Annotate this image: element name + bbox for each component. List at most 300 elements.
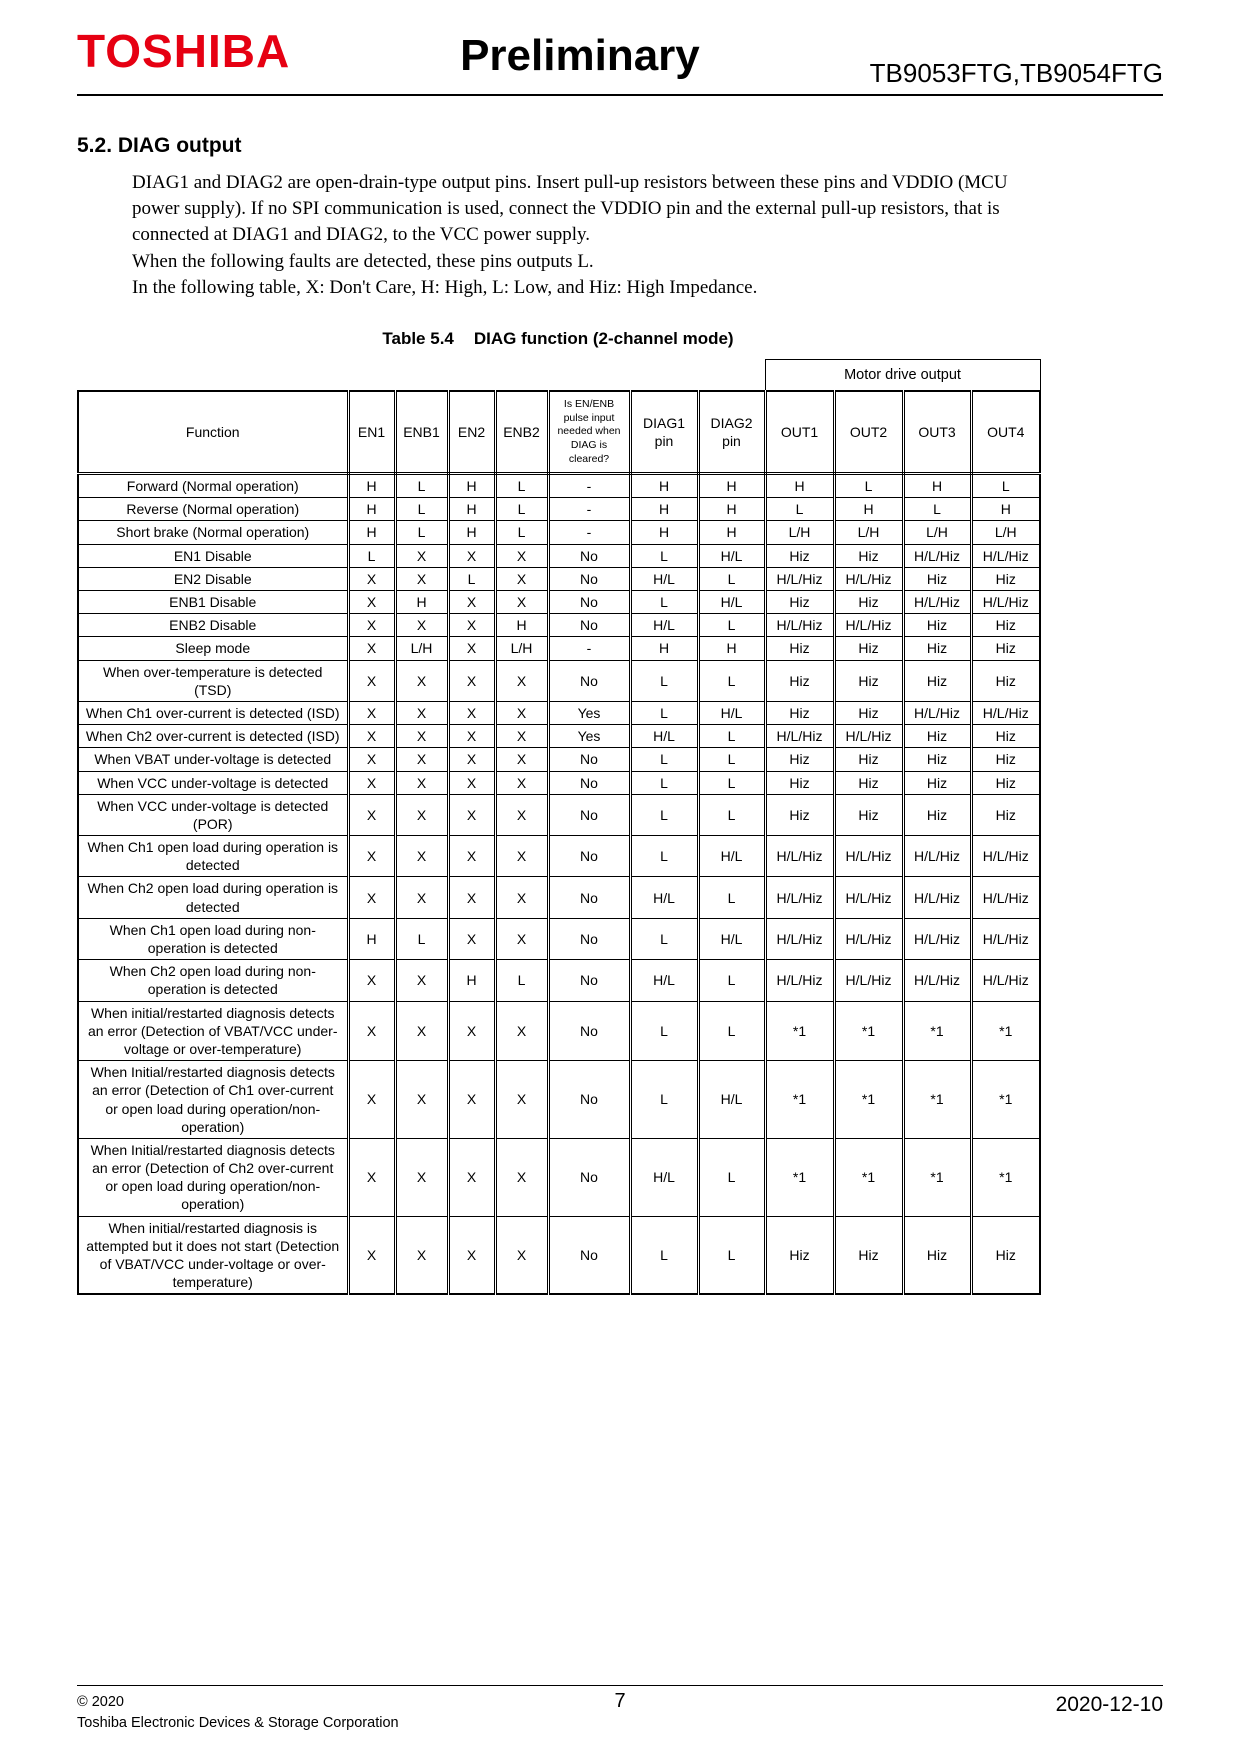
function-cell: When VCC under-voltage is detected (POR): [78, 794, 348, 835]
value-cell: *1: [971, 1001, 1040, 1061]
value-cell: Hiz: [903, 794, 971, 835]
table-row: [78, 591, 1040, 614]
value-cell: Hiz: [834, 794, 903, 835]
value-cell: X: [395, 960, 448, 1001]
value-cell: L: [698, 567, 765, 590]
value-cell: H/L: [698, 701, 765, 724]
value-cell: X: [395, 725, 448, 748]
table-row: [78, 725, 1040, 748]
diag-function-table: [77, 359, 1041, 1295]
value-cell: H/L/Hiz: [903, 960, 971, 1001]
col-enb2: ENB2: [495, 391, 548, 474]
value-cell: X: [395, 1138, 448, 1216]
value-cell: Hiz: [834, 660, 903, 701]
col-diag1-pin: DIAG1 pin: [630, 391, 698, 474]
value-cell: H: [448, 960, 495, 1001]
value-cell: L: [630, 1216, 698, 1294]
value-cell: Hiz: [834, 544, 903, 567]
value-cell: Hiz: [765, 1216, 834, 1294]
value-cell: H/L: [698, 544, 765, 567]
value-cell: Hiz: [834, 701, 903, 724]
value-cell: H/L: [630, 567, 698, 590]
table-row: [78, 918, 1040, 959]
value-cell: H: [834, 498, 903, 521]
value-cell: Hiz: [903, 614, 971, 637]
value-cell: H: [698, 637, 765, 660]
function-cell: When VBAT under-voltage is detected: [78, 748, 348, 771]
value-cell: H/L/Hiz: [903, 701, 971, 724]
value-cell: H/L/Hiz: [903, 877, 971, 918]
value-cell: H/L: [698, 1061, 765, 1139]
function-cell: ENB1 Disable: [78, 591, 348, 614]
value-cell: No: [548, 1138, 630, 1216]
col-out4: OUT4: [971, 391, 1040, 474]
col-enb1: ENB1: [395, 391, 448, 474]
value-cell: L: [630, 701, 698, 724]
function-cell: When initial/restarted diagnosis detects an error (Detection of VBAT/VCC under-voltage or over-temperature): [78, 1001, 348, 1061]
value-cell: *1: [903, 1061, 971, 1139]
value-cell: X: [395, 660, 448, 701]
value-cell: X: [395, 1216, 448, 1294]
value-cell: X: [448, 918, 495, 959]
col-out1: OUT1: [765, 391, 834, 474]
value-cell: H/L/Hiz: [765, 567, 834, 590]
col-diag2-pin: DIAG2 pin: [698, 391, 765, 474]
function-cell: When Ch2 over-current is detected (ISD): [78, 725, 348, 748]
table-row: [78, 1001, 1040, 1061]
value-cell: H: [698, 474, 765, 498]
function-cell: EN1 Disable: [78, 544, 348, 567]
value-cell: L: [698, 748, 765, 771]
value-cell: L/H: [971, 521, 1040, 544]
value-cell: No: [548, 794, 630, 835]
value-cell: L: [698, 1216, 765, 1294]
value-cell: H: [698, 498, 765, 521]
value-cell: L/H: [395, 637, 448, 660]
function-cell: When VCC under-voltage is detected: [78, 771, 348, 794]
value-cell: H/L/Hiz: [834, 877, 903, 918]
value-cell: *1: [765, 1001, 834, 1061]
value-cell: Hiz: [834, 771, 903, 794]
group-header-row: [78, 360, 1040, 392]
value-cell: -: [548, 521, 630, 544]
function-cell: When Ch1 over-current is detected (ISD): [78, 701, 348, 724]
value-cell: H/L/Hiz: [834, 836, 903, 877]
function-cell: When initial/restarted diagnosis is attempted but it does not start (Detection of VBAT/VCC under-voltage or over-temperature): [78, 1216, 348, 1294]
value-cell: X: [495, 1061, 548, 1139]
value-cell: X: [495, 701, 548, 724]
value-cell: H/L/Hiz: [834, 567, 903, 590]
value-cell: Hiz: [971, 771, 1040, 794]
body-paragraph-1: DIAG1 and DIAG2 are open-drain-type output pins. Insert pull-up resistors between these pins and VDDIO (MCU power supply). If no SPI communication is used, connect the VDDIO pin and the external pull-up resistors, that is connected at DIAG1 and DIAG2, to the VCC power supply.: [132, 172, 1008, 246]
col-out2: OUT2: [834, 391, 903, 474]
value-cell: H: [348, 918, 395, 959]
group-header-spacer: [78, 360, 765, 392]
value-cell: X: [495, 1138, 548, 1216]
value-cell: X: [448, 725, 495, 748]
function-cell: EN2 Disable: [78, 567, 348, 590]
col-en2: EN2: [448, 391, 495, 474]
value-cell: X: [495, 877, 548, 918]
value-cell: *1: [834, 1061, 903, 1139]
value-cell: X: [495, 725, 548, 748]
value-cell: L: [395, 918, 448, 959]
value-cell: H: [765, 474, 834, 498]
value-cell: L/H: [834, 521, 903, 544]
value-cell: X: [348, 701, 395, 724]
value-cell: L/H: [903, 521, 971, 544]
table-row: [78, 794, 1040, 835]
function-cell: When Ch2 open load during non-operation is detected: [78, 960, 348, 1001]
col-out3: OUT3: [903, 391, 971, 474]
table-row: [78, 474, 1040, 498]
value-cell: L: [834, 474, 903, 498]
table-row: [78, 836, 1040, 877]
value-cell: L: [698, 660, 765, 701]
value-cell: X: [495, 591, 548, 614]
value-cell: H: [903, 474, 971, 498]
value-cell: Hiz: [834, 748, 903, 771]
company-name: Toshiba Electronic Devices & Storage Corporation: [77, 1714, 399, 1731]
value-cell: H: [630, 637, 698, 660]
value-cell: X: [448, 591, 495, 614]
value-cell: X: [348, 1216, 395, 1294]
value-cell: H: [348, 498, 395, 521]
value-cell: H/L: [698, 836, 765, 877]
value-cell: X: [495, 660, 548, 701]
value-cell: Hiz: [971, 567, 1040, 590]
part-numbers: TB9053FTG,TB9054FTG: [869, 58, 1163, 88]
value-cell: X: [395, 544, 448, 567]
value-cell: L: [495, 498, 548, 521]
preliminary-title: Preliminary: [460, 31, 700, 80]
value-cell: No: [548, 960, 630, 1001]
value-cell: X: [395, 567, 448, 590]
value-cell: H/L/Hiz: [765, 960, 834, 1001]
value-cell: L: [698, 877, 765, 918]
value-cell: H: [348, 474, 395, 498]
value-cell: L: [971, 474, 1040, 498]
value-cell: Hiz: [971, 660, 1040, 701]
value-cell: *1: [903, 1138, 971, 1216]
value-cell: X: [348, 614, 395, 637]
value-cell: *1: [903, 1001, 971, 1061]
value-cell: Hiz: [765, 794, 834, 835]
value-cell: L: [630, 748, 698, 771]
value-cell: X: [495, 544, 548, 567]
function-cell: When Initial/restarted diagnosis detects an error (Detection of Ch1 over-current or open load during operation/non-operation): [78, 1061, 348, 1139]
value-cell: *1: [834, 1001, 903, 1061]
value-cell: L: [698, 1001, 765, 1061]
value-cell: H/L/Hiz: [903, 836, 971, 877]
value-cell: Hiz: [903, 660, 971, 701]
value-cell: -: [548, 498, 630, 521]
value-cell: Hiz: [971, 748, 1040, 771]
section-body: [132, 170, 1027, 301]
value-cell: L: [630, 771, 698, 794]
value-cell: X: [448, 1061, 495, 1139]
value-cell: H/L/Hiz: [903, 591, 971, 614]
value-cell: X: [348, 637, 395, 660]
value-cell: Hiz: [903, 725, 971, 748]
value-cell: No: [548, 660, 630, 701]
value-cell: Hiz: [765, 771, 834, 794]
value-cell: X: [495, 748, 548, 771]
table-row: [78, 521, 1040, 544]
value-cell: H/L/Hiz: [765, 614, 834, 637]
table-caption: DIAG function (2-channel mode): [473, 329, 734, 349]
value-cell: X: [348, 748, 395, 771]
diag-table-body: [78, 474, 1040, 1295]
value-cell: Hiz: [903, 567, 971, 590]
value-cell: H/L/Hiz: [971, 877, 1040, 918]
body-paragraph-3: In the following table, X: Don't Care, H: High, L: Low, and Hiz: High Impedance.: [132, 276, 758, 298]
value-cell: X: [448, 771, 495, 794]
value-cell: No: [548, 771, 630, 794]
value-cell: H: [495, 614, 548, 637]
value-cell: X: [495, 918, 548, 959]
value-cell: X: [448, 660, 495, 701]
value-cell: H/L: [630, 614, 698, 637]
function-cell: Reverse (Normal operation): [78, 498, 348, 521]
value-cell: L: [495, 474, 548, 498]
body-paragraph-2: When the following faults are detected, these pins outputs L.: [132, 250, 594, 272]
table-row: [78, 637, 1040, 660]
value-cell: H: [630, 474, 698, 498]
value-cell: X: [448, 637, 495, 660]
table-row: [78, 771, 1040, 794]
value-cell: H/L/Hiz: [765, 918, 834, 959]
value-cell: L: [903, 498, 971, 521]
table-row: [78, 567, 1040, 590]
table-label: Table 5.4: [382, 329, 454, 349]
value-cell: X: [448, 836, 495, 877]
value-cell: Hiz: [971, 1216, 1040, 1294]
value-cell: Hiz: [834, 591, 903, 614]
page-footer: [77, 1685, 1163, 1734]
value-cell: L: [630, 544, 698, 567]
value-cell: H: [971, 498, 1040, 521]
value-cell: X: [395, 771, 448, 794]
value-cell: Yes: [548, 725, 630, 748]
value-cell: X: [395, 614, 448, 637]
value-cell: Hiz: [834, 1216, 903, 1294]
value-cell: L: [630, 918, 698, 959]
value-cell: L: [495, 521, 548, 544]
value-cell: L: [630, 1061, 698, 1139]
copyright-text: © 2020: [77, 1693, 124, 1710]
value-cell: L: [630, 1001, 698, 1061]
function-cell: When Ch1 open load during non-operation is detected: [78, 918, 348, 959]
table-row: [78, 614, 1040, 637]
value-cell: H/L/Hiz: [834, 725, 903, 748]
value-cell: X: [448, 1138, 495, 1216]
value-cell: X: [348, 660, 395, 701]
value-cell: H/L/Hiz: [834, 960, 903, 1001]
value-cell: H/L/Hiz: [971, 918, 1040, 959]
value-cell: H/L/Hiz: [834, 918, 903, 959]
function-cell: When Ch2 open load during operation is detected: [78, 877, 348, 918]
value-cell: X: [395, 701, 448, 724]
value-cell: H/L/Hiz: [971, 836, 1040, 877]
value-cell: L: [765, 498, 834, 521]
value-cell: H/L/Hiz: [903, 544, 971, 567]
value-cell: L: [395, 474, 448, 498]
value-cell: L: [630, 660, 698, 701]
value-cell: X: [395, 748, 448, 771]
value-cell: H: [448, 474, 495, 498]
table-row: [78, 877, 1040, 918]
value-cell: No: [548, 1061, 630, 1139]
function-cell: Short brake (Normal operation): [78, 521, 348, 544]
value-cell: L: [698, 725, 765, 748]
table-row: [78, 660, 1040, 701]
value-cell: Hiz: [903, 637, 971, 660]
function-cell: When over-temperature is detected (TSD): [78, 660, 348, 701]
value-cell: X: [495, 1001, 548, 1061]
footer-copyright-block: [77, 1692, 399, 1734]
function-cell: Forward (Normal operation): [78, 474, 348, 498]
value-cell: X: [348, 1138, 395, 1216]
value-cell: L: [698, 614, 765, 637]
table-row: [78, 1061, 1040, 1139]
footer-date: 2020-12-10: [1055, 1692, 1163, 1716]
value-cell: X: [448, 748, 495, 771]
value-cell: Hiz: [903, 748, 971, 771]
value-cell: Hiz: [971, 794, 1040, 835]
function-cell: When Initial/restarted diagnosis detects an error (Detection of Ch2 over-current or open load during operation/non-operation): [78, 1138, 348, 1216]
table-row: [78, 1138, 1040, 1216]
value-cell: H: [348, 521, 395, 544]
toshiba-logo: TOSHIBA: [77, 25, 291, 77]
value-cell: *1: [834, 1138, 903, 1216]
value-cell: No: [548, 591, 630, 614]
table-header-row: [78, 391, 1040, 474]
value-cell: No: [548, 1216, 630, 1294]
value-cell: X: [348, 877, 395, 918]
function-cell: When Ch1 open load during operation is detected: [78, 836, 348, 877]
value-cell: X: [448, 794, 495, 835]
value-cell: L: [698, 794, 765, 835]
value-cell: X: [448, 1001, 495, 1061]
value-cell: No: [548, 836, 630, 877]
value-cell: H: [448, 521, 495, 544]
col-function: Function: [78, 391, 348, 474]
value-cell: H/L/Hiz: [971, 544, 1040, 567]
value-cell: X: [495, 771, 548, 794]
table-row: [78, 544, 1040, 567]
value-cell: X: [395, 1061, 448, 1139]
value-cell: H: [395, 591, 448, 614]
value-cell: Hiz: [971, 614, 1040, 637]
value-cell: L: [395, 521, 448, 544]
value-cell: L: [448, 567, 495, 590]
value-cell: H/L/Hiz: [834, 614, 903, 637]
value-cell: Hiz: [903, 1216, 971, 1294]
value-cell: Hiz: [903, 771, 971, 794]
value-cell: X: [395, 794, 448, 835]
value-cell: H/L/Hiz: [765, 836, 834, 877]
value-cell: L: [698, 960, 765, 1001]
value-cell: Hiz: [765, 544, 834, 567]
value-cell: L: [395, 498, 448, 521]
value-cell: L/H: [765, 521, 834, 544]
value-cell: L: [630, 836, 698, 877]
value-cell: X: [495, 836, 548, 877]
value-cell: H/L: [630, 960, 698, 1001]
value-cell: H/L/Hiz: [765, 877, 834, 918]
value-cell: Yes: [548, 701, 630, 724]
value-cell: H/L: [698, 918, 765, 959]
value-cell: X: [448, 701, 495, 724]
value-cell: X: [448, 1216, 495, 1294]
value-cell: No: [548, 567, 630, 590]
value-cell: L: [698, 771, 765, 794]
value-cell: X: [348, 771, 395, 794]
value-cell: L/H: [495, 637, 548, 660]
value-cell: X: [495, 794, 548, 835]
table-row: [78, 701, 1040, 724]
value-cell: No: [548, 614, 630, 637]
table-row: [78, 748, 1040, 771]
value-cell: Hiz: [765, 660, 834, 701]
value-cell: X: [448, 877, 495, 918]
value-cell: Hiz: [971, 637, 1040, 660]
value-cell: X: [348, 591, 395, 614]
value-cell: X: [348, 836, 395, 877]
value-cell: -: [548, 637, 630, 660]
value-cell: No: [548, 918, 630, 959]
value-cell: L: [495, 960, 548, 1001]
value-cell: Hiz: [834, 637, 903, 660]
value-cell: -: [548, 474, 630, 498]
value-cell: H: [630, 521, 698, 544]
value-cell: Hiz: [765, 637, 834, 660]
value-cell: Hiz: [765, 748, 834, 771]
value-cell: No: [548, 544, 630, 567]
value-cell: No: [548, 1001, 630, 1061]
value-cell: L: [630, 591, 698, 614]
value-cell: X: [348, 725, 395, 748]
value-cell: Hiz: [765, 591, 834, 614]
value-cell: *1: [765, 1138, 834, 1216]
table-title: [77, 329, 1039, 349]
value-cell: Hiz: [971, 725, 1040, 748]
value-cell: H/L/Hiz: [971, 591, 1040, 614]
value-cell: X: [395, 877, 448, 918]
value-cell: H/L/Hiz: [765, 725, 834, 748]
col-pulse-question: Is EN/ENB pulse input needed when DIAG is cleared?: [548, 391, 630, 474]
motor-drive-output-group-header: Motor drive output: [765, 360, 1040, 392]
value-cell: X: [348, 960, 395, 1001]
value-cell: H/L: [630, 877, 698, 918]
value-cell: H: [448, 498, 495, 521]
value-cell: X: [448, 544, 495, 567]
value-cell: H/L/Hiz: [971, 960, 1040, 1001]
value-cell: Hiz: [765, 701, 834, 724]
value-cell: L: [698, 1138, 765, 1216]
table-row: [78, 960, 1040, 1001]
col-en1: EN1: [348, 391, 395, 474]
value-cell: H/L: [630, 1138, 698, 1216]
value-cell: *1: [971, 1061, 1040, 1139]
value-cell: L: [630, 794, 698, 835]
value-cell: X: [348, 1061, 395, 1139]
value-cell: H/L/Hiz: [903, 918, 971, 959]
value-cell: *1: [765, 1061, 834, 1139]
value-cell: X: [348, 1001, 395, 1061]
page-number: 7: [614, 1689, 626, 1712]
